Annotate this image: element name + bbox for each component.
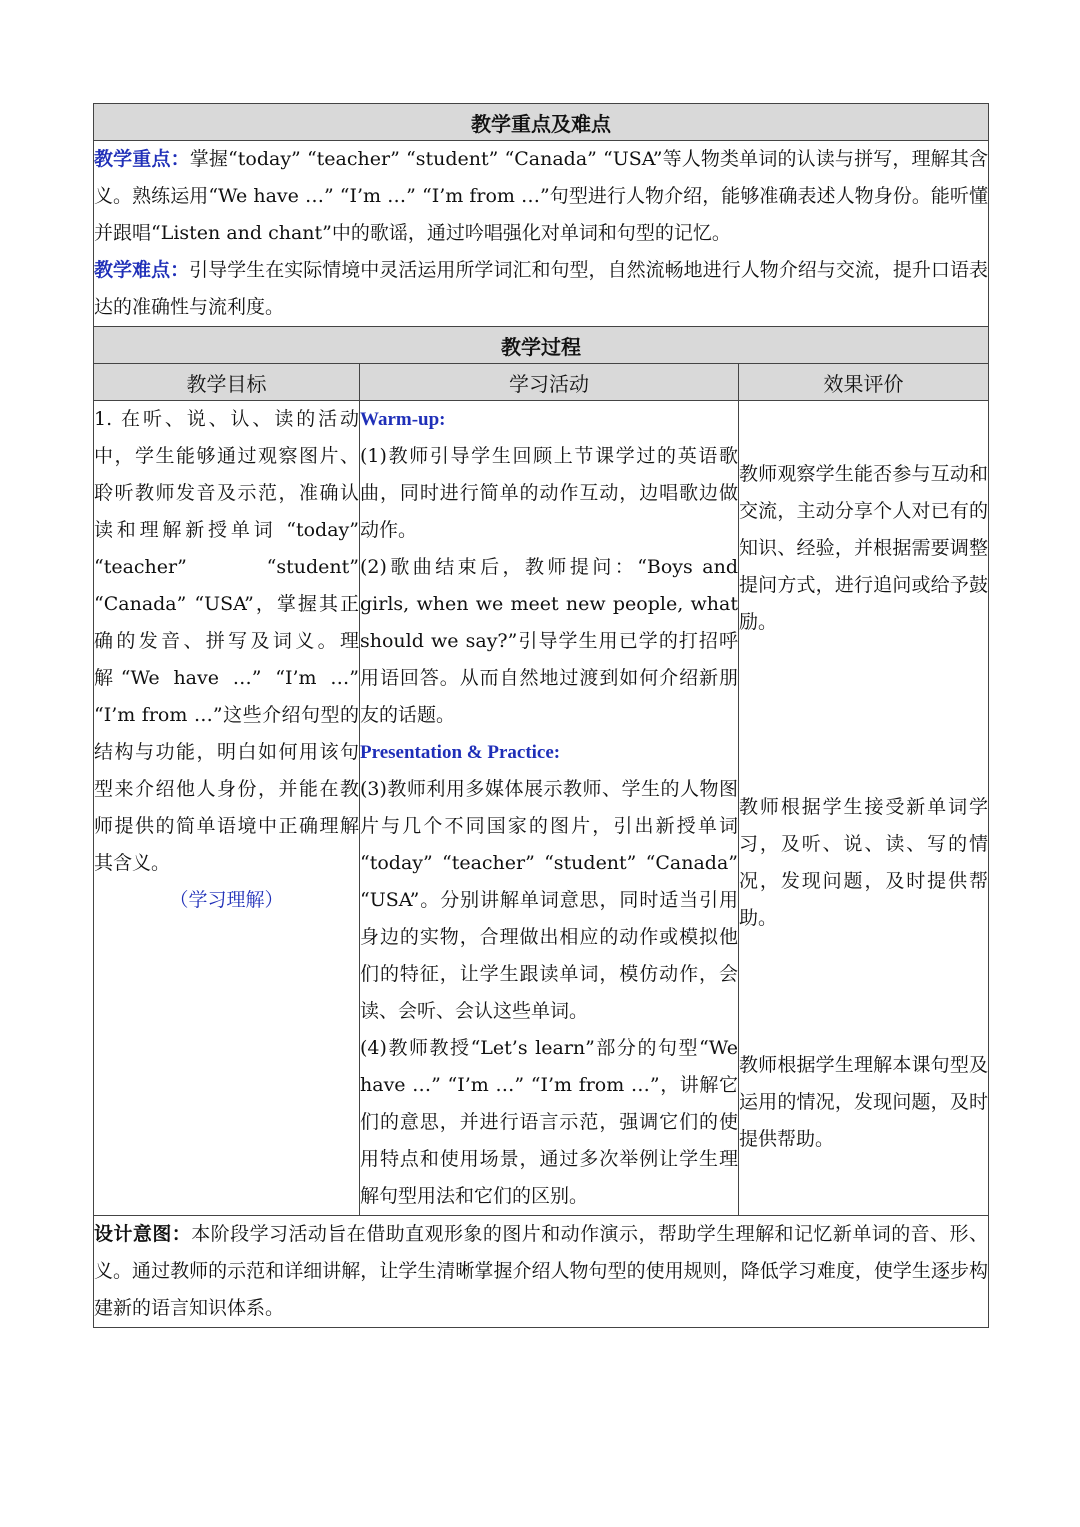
key-point-text: 掌握“today” “teacher” “student” “Canada” “USA”等人物类单词的认读与拼写，理解其含义。熟练运用“We have …” “I’m …” “I’m from …”句型进行人物介绍，能够准确表述人物身份。能听懂并跟唱“Listen and chant”中的歌谣，通过吟唱强化对单词和句型的记忆。	[94, 148, 988, 244]
activity-item-2: (2)歌曲结束后，教师提问：“Boys and girls, when we meet new people, what should we say?”引导学生用已学的打招呼用语回答。从而自然地过渡到如何介绍新朋友的话题。	[360, 556, 738, 726]
evaluation-cell	[739, 401, 989, 1216]
evaluation-1: 教师观察学生能否参与互动和交流，主动分享个人对已有的知识、经验，并根据需要调整提问方式，进行追问或给予鼓励。	[739, 463, 988, 633]
practice-heading: Presentation & Practice:	[360, 742, 561, 763]
column-header-evaluation: 效果评价	[739, 364, 989, 401]
design-intent-label: 设计意图：	[94, 1223, 192, 1245]
design-intent-cell	[94, 1216, 989, 1328]
evaluation-3: 教师根据学生理解本课句型及运用的情况，发现问题，及时提供帮助。	[739, 1054, 988, 1150]
activity-item-1: (1)教师引导学生回顾上节课学过的英语歌曲，同时进行简单的动作互动，边唱歌边做动作。	[360, 445, 738, 541]
lesson-plan-table	[93, 103, 989, 1328]
difficult-point-label: 教学难点：	[94, 259, 190, 281]
design-intent-text: 本阶段学习活动旨在借助直观形象的图片和动作演示，帮助学生理解和记忆新单词的音、形、义。通过教师的示范和详细讲解，让学生清晰掌握介绍人物句型的使用规则，降低学习难度，使学生逐步构建新的语言知识体系。	[94, 1223, 988, 1319]
key-point-label: 教学重点：	[94, 148, 190, 170]
section-title-key-points: 教学重点及难点	[94, 104, 989, 141]
key-points-cell	[94, 141, 989, 327]
activity-item-4: (4)教师教授“Let’s learn”部分的句型“We have …” “I’m …” “I’m from …”，讲解它们的意思，并进行语言示范，强调它们的使用特点和使用场景，通过多次举例让学生理解句型用法和它们的区别。	[360, 1037, 738, 1207]
goal-text: 1. 在听、说、认、读的活动中，学生能够通过观察图片、聆听教师发音及示范，准确认读和理解新授单词 “today” “teacher” “student” “Canada” “USA”，掌握其正确的发音、拼写及词义。理解“We have …” “I’m …” “I’m from …”这些介绍句型的结构与功能，明白如何用该句型来介绍他人身份，并能在教师提供的简单语境中正确理解其含义。	[94, 408, 359, 874]
column-header-goal: 教学目标	[94, 364, 360, 401]
difficult-point-text: 引导学生在实际情境中灵活运用所学词汇和句型，自然流畅地进行人物介绍与交流，提升口语表达的准确性与流利度。	[94, 259, 988, 318]
activity-cell	[360, 401, 739, 1216]
goal-tag: （学习理解）	[169, 889, 284, 911]
goal-cell	[94, 401, 360, 1216]
activity-item-3: (3)教师利用多媒体展示教师、学生的人物图片与几个不同国家的图片，引出新授单词 “today” “teacher” “student” “Canada” “USA”。分别讲解单词意思，同时适当引用身边的实物，合理做出相应的动作或模拟他们的特征，让学生跟读单词，模仿动作，会读、会听、会认这些单词。	[360, 778, 738, 1022]
warmup-heading: Warm-up:	[360, 409, 446, 430]
evaluation-2: 教师根据学生接受新单词学习，及听、说、读、写的情况，发现问题，及时提供帮助。	[739, 796, 988, 929]
column-header-activity: 学习活动	[360, 364, 739, 401]
section-title-process: 教学过程	[94, 327, 989, 364]
